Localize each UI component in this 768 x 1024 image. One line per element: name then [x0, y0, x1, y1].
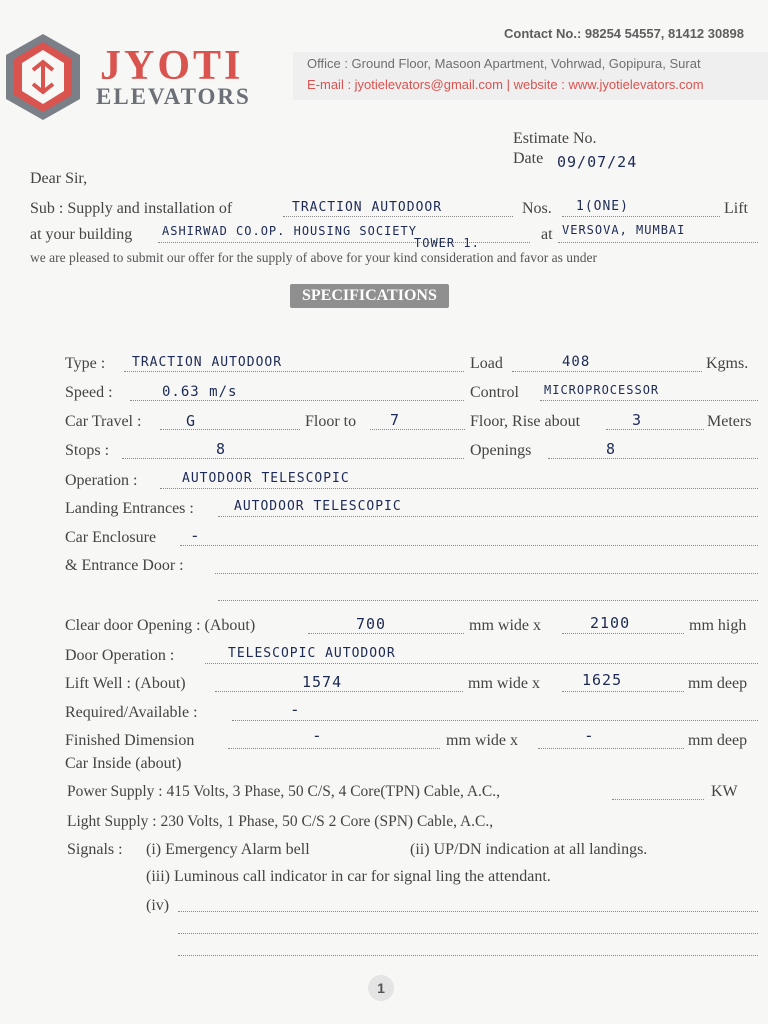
stops-line — [122, 458, 464, 459]
rise-value: 3 — [632, 411, 643, 429]
landing-line — [218, 516, 758, 517]
load-value: 408 — [562, 354, 591, 370]
signal-2: (ii) UP/DN indication at all landings. — [410, 841, 648, 858]
rise-line — [606, 429, 704, 430]
section-title: SPECIFICATIONS — [290, 284, 449, 308]
car-enclosure-label: Car Enclosure — [65, 529, 157, 546]
stops-value: 8 — [216, 440, 227, 458]
car-travel-label: Car Travel : — [65, 413, 142, 430]
speed-value: 0.63 m/s — [162, 384, 238, 400]
openings-value: 8 — [606, 440, 617, 458]
clear-door-high: 2100 — [590, 614, 631, 632]
floor-to-value: 7 — [390, 411, 401, 429]
type-value: TRACTION AUTODOOR — [132, 355, 283, 370]
required-value: - — [290, 700, 301, 719]
stops-label: Stops : — [65, 442, 110, 459]
rise-unit: Meters — [707, 413, 752, 430]
rise-label: Floor, Rise about — [470, 413, 581, 430]
finished-mm-deep: mm deep — [688, 732, 748, 749]
lift-well-mm-deep: mm deep — [688, 675, 748, 692]
nos-label: Nos. — [522, 200, 552, 217]
openings-line — [548, 458, 758, 459]
lift-well-label: Lift Well : (About) — [65, 675, 186, 692]
date-value: 09/07/24 — [557, 153, 638, 171]
building-value: ASHIRWAD CO.OP. HOUSING SOCIETY — [162, 224, 417, 238]
subject-line — [283, 216, 513, 217]
finished-deep: - — [584, 726, 595, 745]
at-value: VERSOVA, MUMBAI — [562, 223, 686, 237]
light-label: Light Supply : 230 Volts, 1 Phase, 50 C/S 2 Core (SPN) Cable, A.C., — [67, 813, 494, 830]
finished-label: Finished Dimension — [65, 732, 195, 749]
door-operation-label: Door Operation : — [65, 647, 175, 664]
signals-label: Signals : — [67, 841, 123, 858]
power-label: Power Supply : 415 Volts, 3 Phase, 50 C/S, 4 Core(TPN) Cable, A.C., — [67, 783, 501, 800]
operation-value: AUTODOOR TELESCOPIC — [182, 471, 350, 486]
company-logo — [2, 32, 84, 122]
floor-to-label: Floor to — [305, 413, 357, 430]
clear-door-mm-high: mm high — [689, 617, 747, 634]
control-label: Control — [470, 384, 519, 401]
clear-door-mm-wide: mm wide x — [469, 617, 541, 634]
type-line — [124, 371, 464, 372]
at-label: at — [541, 226, 553, 243]
landing-label: Landing Entrances : — [65, 500, 194, 517]
subject-label: Sub : Supply and installation of — [30, 200, 233, 217]
clear-door-wide: 700 — [356, 615, 387, 633]
load-unit: Kgms. — [706, 355, 749, 372]
nos-line — [562, 216, 720, 217]
floor-to-line — [370, 429, 465, 430]
entrance-door-label: & Entrance Door : — [65, 557, 184, 574]
finished-wide: - — [312, 726, 323, 745]
date-label: Date — [513, 150, 544, 167]
finished-deep-line — [538, 748, 684, 749]
estimate-label: Estimate No. — [513, 130, 597, 147]
brand-name: JYOTI — [100, 43, 244, 89]
brand-subtitle: ELEVATORS — [96, 84, 251, 109]
operation-line — [160, 488, 758, 489]
lift-label: Lift — [724, 200, 748, 217]
load-line — [512, 371, 702, 372]
door-operation-line — [205, 663, 758, 664]
landing-value: AUTODOOR TELESCOPIC — [234, 499, 402, 514]
door-operation-value: TELESCOPIC AUTODOOR — [228, 646, 396, 661]
load-label: Load — [470, 355, 503, 372]
lift-well-deep-line — [562, 691, 684, 692]
lift-well-wide-line — [215, 691, 463, 692]
email-website: E-mail : jyotielevators@gmail.com | website : www.jyotielevators.com — [307, 77, 704, 92]
required-label: Required/Available : — [65, 704, 198, 721]
salutation: Dear Sir, — [30, 170, 88, 187]
required-line — [232, 720, 758, 721]
operation-label: Operation : — [65, 472, 138, 489]
car-inside-label: Car Inside (about) — [65, 755, 182, 772]
signal-4-line — [178, 911, 758, 912]
lift-well-mm-wide: mm wide x — [468, 675, 540, 692]
finished-mm-wide: mm wide x — [446, 732, 518, 749]
office-address: Office : Ground Floor, Masoon Apartment, Vohrwad, Gopipura, Surat — [307, 56, 701, 71]
speed-line — [130, 400, 464, 401]
clear-door-wide-line — [308, 633, 464, 634]
offer-line: we are pleased to submit our offer for the supply of above for your kind consideration and favor as under — [30, 250, 597, 265]
lift-well-wide: 1574 — [302, 673, 343, 691]
type-label: Type : — [65, 355, 106, 372]
car-travel-value: G — [186, 412, 197, 430]
car-enclosure-value: - — [190, 526, 201, 545]
nos-value: 1(ONE) — [576, 199, 629, 214]
control-line — [540, 400, 758, 401]
lift-well-deep: 1625 — [582, 671, 623, 689]
page-number: 1 — [368, 975, 394, 1001]
clear-door-label: Clear door Opening : (About) — [65, 617, 256, 634]
extra-line-2 — [178, 955, 758, 956]
control-value: MICROPROCESSOR — [544, 383, 660, 397]
extra-line-1 — [178, 933, 758, 934]
entrance-door-line-2 — [218, 600, 758, 601]
kw-label: KW — [711, 783, 738, 800]
signal-3: (iii) Luminous call indicator in car for signal ling the attendant. — [146, 868, 551, 885]
signal-1: (i) Emergency Alarm bell — [146, 841, 310, 858]
building-value-2: TOWER 1. — [414, 236, 480, 250]
building-label: at your building — [30, 226, 133, 243]
car-enclosure-line — [180, 545, 758, 546]
contact-numbers: Contact No.: 98254 54557, 81412 30898 — [504, 26, 744, 41]
at-line — [558, 242, 758, 243]
car-travel-line — [160, 429, 300, 430]
signal-4: (iv) — [146, 897, 170, 914]
clear-door-high-line — [562, 633, 684, 634]
subject-value: TRACTION AUTODOOR — [292, 200, 443, 215]
entrance-door-line — [215, 573, 758, 574]
power-line — [612, 799, 704, 800]
speed-label: Speed : — [65, 384, 113, 401]
openings-label: Openings — [470, 442, 532, 459]
finished-wide-line — [228, 748, 440, 749]
